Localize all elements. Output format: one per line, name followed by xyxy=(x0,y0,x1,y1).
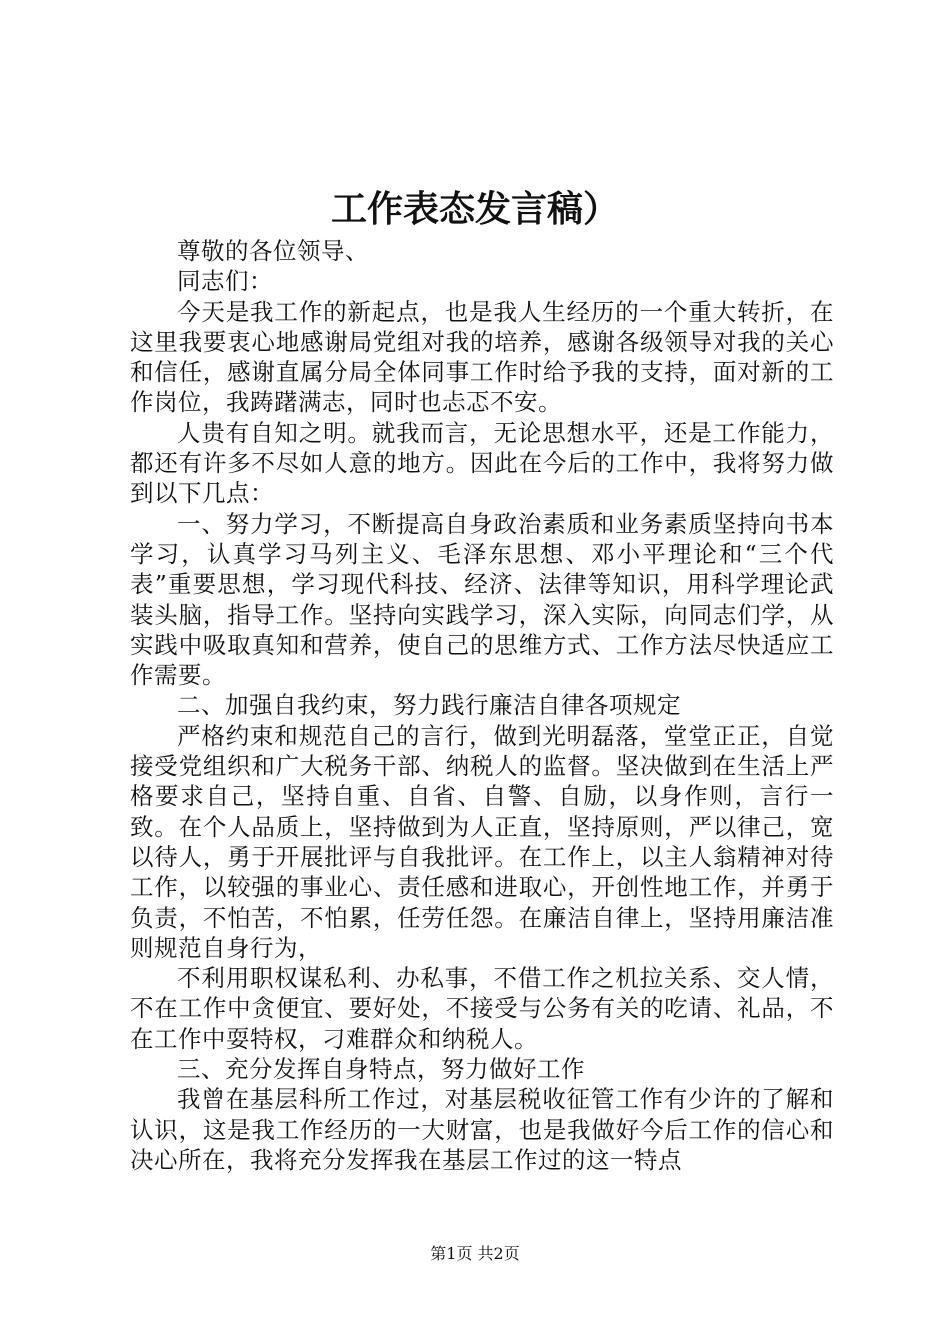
paragraph-self-awareness: 人贵有自知之明。就我而言，无论思想水平，还是工作能力，都还有许多不尽如人意的地方。因此在今后的工作中，我将努力做到以下几点： xyxy=(130,418,834,508)
paragraph-point-two-body: 严格约束和规范自己的言行，做到光明磊落，堂堂正正，自觉接受党组织和广大税务干部、纳税人的监督。坚决做到在生活上严格要求自己，坚持自重、自省、自警、自励，以身作则，言行一致。在个人品质上，坚持做到为人正直，坚持原则，严以律己，宽以待人，勇于开展批评与自我批评。在工作上，以主人翁精神对待工作，以较强的事业心、责任感和进取心，开创性地工作，并勇于负责，不怕苦，不怕累，任劳任怨。在廉洁自律上，坚持用廉洁准则规范自身行为， xyxy=(130,721,834,962)
paragraph-intro: 今天是我工作的新起点，也是我人生经历的一个重大转折，在这里我要衷心地感谢局党组对我的培养，感谢各级领导对我的关心和信任，感谢直属分局全体同事工作时给予我的支持，面对新的工作岗位，我踌躇满志，同时也忐忑不安。 xyxy=(130,297,834,417)
paragraph-point-three-body: 我曾在基层科所工作过，对基层税收征管工作有少许的了解和认识，这是我工作经历的一大财富，也是我做好今后工作的信心和决心所在，我将充分发挥我在基层工作过的这一特点 xyxy=(130,1085,834,1174)
paragraph-point-two-continued: 不利用职权谋私利、办私事，不借工作之机拉关系、交人情，不在工作中贪便宜、要好处，不接受与公务有关的吃请、礼品，不在工作中耍特权，刁难群众和纳税人。 xyxy=(130,964,834,1053)
paragraph-salutation-1: 尊敬的各位领导、 xyxy=(177,237,369,265)
paragraph-salutation-2: 同志们： xyxy=(177,267,273,296)
page-footer: 第1页 共2页 xyxy=(430,1244,520,1263)
page-title: 工作表态发言稿） xyxy=(330,188,619,230)
document-body xyxy=(130,236,834,1175)
heading-point-three: 三、充分发挥自身特点，努力做好工作 xyxy=(177,1055,585,1084)
heading-point-two: 二、加强自我约束，努力践行廉洁自律各项规定 xyxy=(177,691,681,720)
paragraph-point-one: 一、努力学习，不断提高自身政治素质和业务素质坚持向书本学习，认真学习马列主义、毛泽东思想、邓小平理论和“三个代表”重要思想，学习现代科技、经济、法律等知识，用科学理论武装头脑，指导工作。坚持向实践学习，深入实际，向同志们学，从实践中吸取真知和营养，使自己的思维方式、工作方法尽快适应工作需要。 xyxy=(130,509,834,690)
